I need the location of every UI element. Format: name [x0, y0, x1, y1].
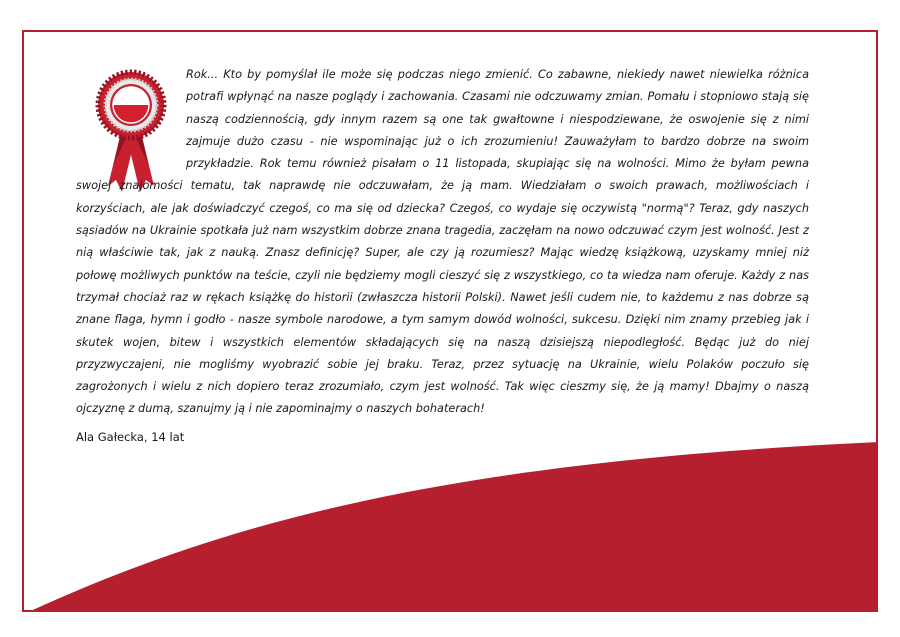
signature: Ala Gałecka, 14 lat: [76, 430, 185, 444]
letter-text: Rok... Kto by pomyślał ile może się podczas niego zmienić. Co zabawne, niekiedy nawet niewielka różnica potrafi wpłynąć na nasze poglądy i zachowania. Czasami nie odczuwamy zmian. Pomału i stopniowo stają się naszą codziennością, gdy innym razem są one tak gwałtowne i niespodziewane, że oswojenie się z nimi zajmuje dużo czasu - nie wspominając już o ich zrozumieniu! Zauważyłam to bardzo dobrze na swoim przykładzie. Rok temu również pisałam o 11 listopada, skupiając się na wolności. Mimo że byłam pewna swojej znajomości tematu, tak naprawdę nie odczuwałam, że ją mam. Wiedziałam o swoich prawach, możliwościach i korzyściach, ale jak doświadczyć czegoś, co ma się od dziecka? Czegoś, co wydaje się oczywistą "normą"? Teraz, gdy naszych sąsiadów na Ukrainie spotkała już nam wszystkim dobrze znana tragedia, zaczęłam na nowo odczuwać czym jest wolność. Jest z nią właściwie tak, jak z nauką. Znasz definicję? Super, ale czy ją rozumiesz? Mając wiedzę książkową, uzyskamy mniej niż połowę możliwych punktów na teście, czyli nie będziemy mogli cieszyć się z wszystkiego, co ta wiedza nam oferuje. Każdy z nas trzymał chociaż raz w rękach książkę do historii (zwłaszcza historii Polski). Nawet jeśli cudem nie, to każdemu z nas dobrze są znane flaga, hymn i godło - nasze symbole narodowe, a tym samym dowód wolności, sukcesu. Dzięki nim znamy przebieg jak i skutek wojen, bitew i wszystkich elementów składających się na naszą dzisiejszą niepodległość. Będąc już do niej przyzwyczajeni, nie mogliśmy wyobrazić sobie jej braku. Teraz, przez sytuację na Ukrainie, wielu Polaków poczuło się zagrożonych i wielu z nich dopiero teraz zrozumiało, czym jest wolność. Tak więc cieszmy się, że ją mamy! Dbajmy o naszą ojczyznę z dumą, szanujmy ją i nie zapominajmy o naszych bohaterach!: [76, 68, 809, 416]
letter-body: [76, 64, 809, 421]
rosette-spacer: [76, 64, 186, 174]
